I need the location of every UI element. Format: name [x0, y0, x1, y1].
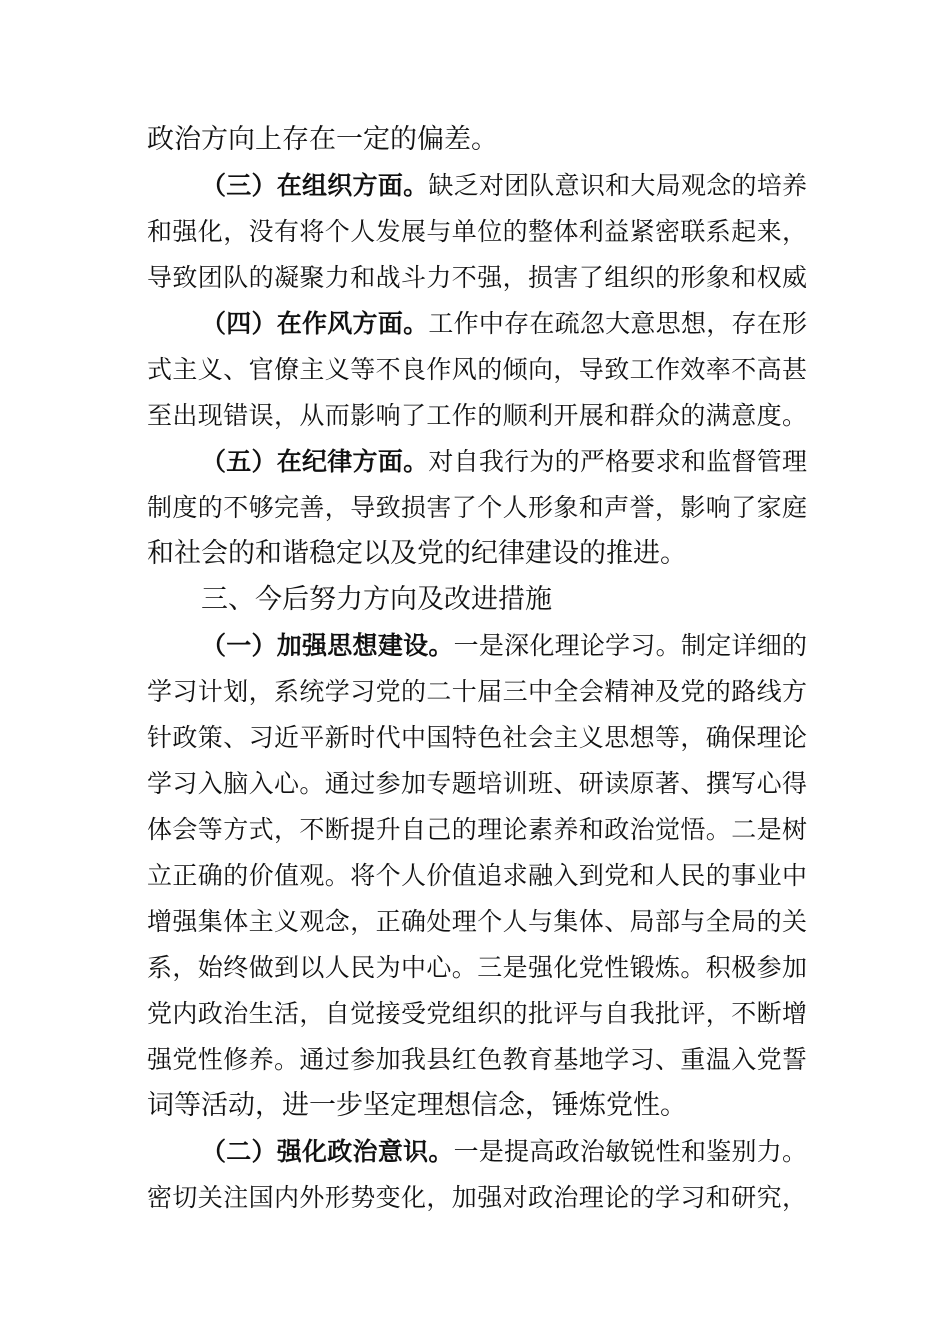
line-text: 至出现错误，从而影响了工作的顺利开展和群众的满意度。	[147, 401, 807, 430]
line-text: 和社会的和谐稳定以及党的纪律建设的推进。	[147, 538, 687, 569]
text-line	[147, 1176, 807, 1220]
paragraph-1-thought	[201, 624, 807, 668]
text-line	[147, 762, 807, 806]
paragraph-5-discipline	[201, 440, 807, 484]
line-text: 政治方向上存在一定的偏差。	[147, 124, 498, 155]
text-line	[147, 394, 807, 438]
line-text: 密切关注国内外形势变化，加强对政治理论的学习和研究，	[147, 1183, 807, 1212]
text-line	[147, 210, 807, 254]
line-text: 式主义、官僚主义等不良作风的倾向，导致工作效率不高甚	[147, 355, 807, 384]
line-text: 缺乏对团队意识和大局观念的培养	[428, 171, 807, 200]
text-line	[147, 532, 807, 576]
line-text: 制度的不够完善，导致损害了个人形象和声誉，影响了家庭	[147, 493, 807, 522]
line-text: 工作中存在疏忽大意思想，存在形	[428, 309, 807, 338]
line-text: 强党性修养。通过参加我县红色教育基地学习、重温入党誓	[147, 1045, 807, 1074]
text-line	[147, 808, 807, 852]
line-text: 针政策、习近平新时代中国特色社会主义思想等，确保理论	[147, 723, 807, 752]
paragraph-2-political	[201, 1130, 807, 1174]
section-lead: （二）强化政治意识。	[201, 1137, 454, 1166]
section-heading	[201, 578, 807, 622]
line-text: 导致团队的凝聚力和战斗力不强，损害了组织的形象和权威	[147, 263, 807, 292]
text-line	[147, 854, 807, 898]
heading-text: 三、今后努力方向及改进措施	[201, 584, 552, 615]
line-text: 立正确的价值观。将个人价值追求融入到党和人民的事业中	[147, 861, 807, 890]
section-lead: （四）在作风方面。	[201, 309, 429, 338]
line-text: 体会等方式，不断提升自己的理论素养和政治觉悟。二是树	[147, 815, 807, 844]
paragraph-3-org	[201, 164, 807, 208]
line-text: 增强集体主义观念，正确处理个人与集体、局部与全局的关	[147, 907, 807, 936]
line-text: 和强化，没有将个人发展与单位的整体利益紧密联系起来，	[147, 217, 807, 246]
text-line	[147, 670, 807, 714]
line-text: 学习入脑入心。通过参加专题培训班、研读原著、撰写心得	[147, 769, 807, 798]
line-text: 党内政治生活，自觉接受党组织的批评与自我批评，不断增	[147, 999, 807, 1028]
line-text: 系，始终做到以人民为中心。三是强化党性锻炼。积极参加	[147, 953, 807, 982]
section-lead: （五）在纪律方面。	[201, 447, 429, 476]
section-lead: （一）加强思想建设。	[201, 631, 454, 660]
text-line	[147, 946, 807, 990]
line-text: 一是提高政治敏锐性和鉴别力。	[453, 1137, 807, 1166]
line-text: 一是深化理论学习。制定详细的	[453, 631, 807, 660]
paragraph-4-style	[201, 302, 807, 346]
text-line	[147, 486, 807, 530]
text-line	[147, 256, 807, 300]
text-line	[147, 1038, 807, 1082]
text-line	[147, 1084, 807, 1128]
text-line	[147, 348, 807, 392]
text-line	[147, 716, 807, 760]
line-text: 词等活动，进一步坚定理想信念，锤炼党性。	[147, 1090, 687, 1121]
line-text: 学习计划，系统学习党的二十届三中全会精神及党的路线方	[147, 677, 807, 706]
section-lead: （三）在组织方面。	[201, 171, 429, 200]
text-line	[147, 992, 807, 1036]
text-line	[147, 118, 807, 162]
line-text: 对自我行为的严格要求和监督管理	[428, 447, 807, 476]
text-line	[147, 900, 807, 944]
